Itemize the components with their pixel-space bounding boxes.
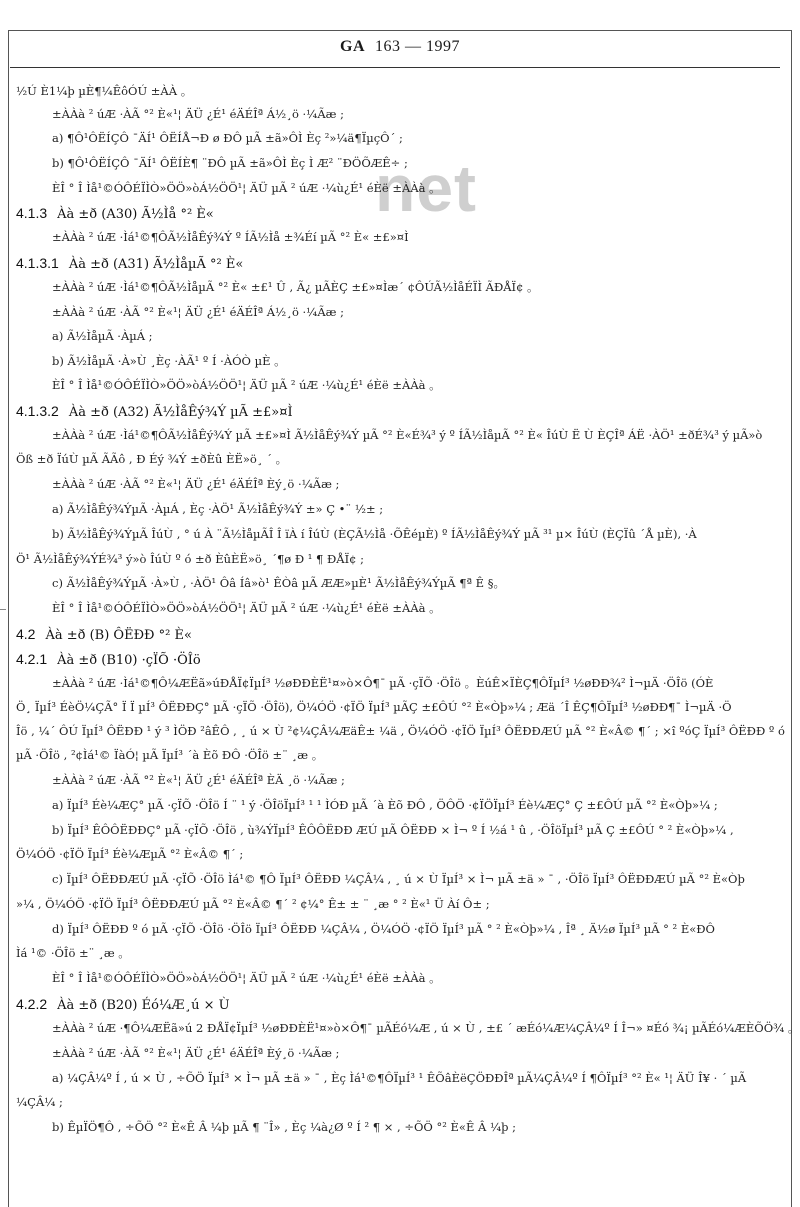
section-heading bbox=[16, 205, 214, 223]
paragraph-line: ±ÀÀà ² úÆ ·ÀÃ °² È«¹¦ ÄÜ ¿É¹ éÄÉÎª Á½¸ö ·¼Ãæ ; bbox=[52, 107, 344, 121]
section-heading bbox=[16, 651, 201, 669]
section-number: 4.1.3.2 bbox=[16, 403, 59, 419]
paragraph-line: ±ÀÀà ² úÆ ·ÀÃ °² È«¹¦ ÄÜ ¿É¹ éÄÉÎª Èý¸ö ·¼Ãæ ; bbox=[52, 1046, 340, 1060]
paragraph-line: ¼ÇÂ¼ ; bbox=[16, 1095, 63, 1109]
paragraph-line: b) ÏµÍ³ ÊÔÔËÐÐÇ° µÃ ·çÏÕ ·ÖÎö , ù¾ÝÏµÍ³ ÊÔÔËÐÐ ÆÚ µÃ ÔËÐÐ × Ì¬ º Í ½á ¹ û , ·ÖÎöÏµÍ³ µÃ Ç ±£ÔÚ ° ² È«Òþ»¼ , bbox=[52, 823, 734, 837]
standard-number: 163 — 1997 bbox=[375, 38, 460, 55]
section-heading bbox=[16, 403, 293, 421]
paragraph-line: a) ¶Ô¹ÔËÍÇÔ ¯ÄÍ¹ ÔËÍÅ¬Ð ø ÐÔ µÃ ±ã»ÔÌ Èç ²»¼ä¶ÏµçÔ´ ; bbox=[52, 131, 403, 145]
paragraph-line: Ö¼ÓÖ ·¢ÏÖ ÏµÍ³ Éè¼ÆµÃ °² È«Â© ¶´ ; bbox=[16, 847, 244, 861]
paragraph-line: a) Ã½ÌåÊý¾ÝµÃ ·ÀµÁ , Èç ·ÀÖ¹ Ã½ÌåÊý¾Ý ±» Ç •¨ ½± ; bbox=[52, 502, 384, 516]
paragraph-line: ±ÀÀà ² úÆ ·ÀÃ °² È«¹¦ ÄÜ ¿É¹ éÄÉÎª Á½¸ö ·¼Ãæ ; bbox=[52, 305, 344, 319]
paragraph-line: Ö¸ ÏµÍ³ ÉèÖ¼ÇÃ° Ï Ï µÍ³ ÔËÐÐÇ° µÃ ·çÏÕ ·ÖÎö), Ö¼ÓÖ ·¢ÏÖ ÏµÍ³ µÃÇ ±£ÔÚ °² È«Òþ»¼ ; Æä ´Î ÊÇ¶ÔÏµÍ³ ½øÐÐ¶¯ Ì¬µÄ ·Ö bbox=[16, 700, 732, 714]
paragraph-line: a) ÏµÍ³ Éè¼ÆÇ° µÃ ·çÏÕ ·ÖÎö Í ¨ ¹ ý ·ÖÎöÏµÍ³ ¹ ¹ ÌÓÐ µÃ ´à Èõ ÐÔ , ÖÔÖ ·¢ÏÖÏµÍ³ Éè¼ÆÇ° Ç ±£ÔÚ µÃ °² È«Òþ»¼ ; bbox=[52, 798, 718, 812]
section-number: 4.2.2 bbox=[16, 996, 48, 1012]
paragraph-line: d) ÏµÍ³ ÔËÐÐ º ó µÃ ·çÏÕ ·ÖÎö ·ÖÎö ÏµÍ³ ÔËÐÐ ¼ÇÂ¼ , Ö¼ÓÖ ·¢ÏÖ ÏµÍ³ µÃ ° ² È«Òþ»¼ , Îª ¸ Ä½ø ÏµÍ³ µÃ ° ² È«ÐÔ bbox=[52, 922, 715, 936]
section-title: Àà ±ð (B10) ·çÏÕ ·ÖÎö bbox=[57, 653, 201, 668]
page-frame-top bbox=[8, 30, 792, 31]
section-number: 4.1.3 bbox=[16, 205, 48, 221]
paragraph-line: Îö , ¼´ ÔÚ ÏµÍ³ ÔËÐÐ ¹ ý ³ ÌÖÐ ²âÊÔ , ¸ ú × Ù ²¢¼ÇÂ¼ÆäÊ± ¼ä , Ö¼ÓÖ ·¢ÏÖ ÏµÍ³ ÔËÐÐÆÚ µÃ °² È«Â© ¶´ ; ×î ºóÇ ÏµÍ³ ÔËÐÐ º ó bbox=[16, 724, 785, 738]
paragraph-line: b) ÊµÏÖ¶Ô , ÷ÕÖ °² È«Ê Â ¼þ µÃ ¶ ¨Î» , Èç ¼à¿Ø º Í ² ¶ × , ÷ÕÖ °² È«Ê Â ¼þ ; bbox=[52, 1120, 517, 1134]
section-title: Àà ±ð (B) ÔËÐÐ °² È« bbox=[45, 628, 192, 643]
paragraph-line: a) Ã½ÌåµÃ ·ÀµÁ ; bbox=[52, 329, 153, 343]
section-title: Àà ±ð (B20) Éó¼Æ¸ú × Ù bbox=[57, 998, 230, 1013]
paragraph-line: ÈÎ ° Î Ìå¹©ÓÔÉÏÌÒ»ÖÖ»òÁ½ÖÖ¹¦ ÄÜ µÃ ² úÆ ·¼ù¿É¹ éÈë ±ÀÀà 。 bbox=[52, 181, 441, 195]
paragraph-line: »¼ , Ö¼ÓÖ ·¢ÏÖ ÏµÍ³ ÔËÐÐÆÚ µÃ °² È«Â© ¶´ ² ¢¼° Ê± ± ¨ ¸æ ° ² È«¹ Ü Àí Ô± ; bbox=[16, 897, 490, 911]
paragraph-line: ±ÀÀà ² úÆ ·ÀÃ °² È«¹¦ ÄÜ ¿É¹ éÄÉÎª ÈÄ ¸ö ·¼Ãæ ; bbox=[52, 773, 345, 787]
paragraph-line: b) ¶Ô¹ÔËÍÇÔ ¯ÄÍ¹ ÔËÍÈ¶ ¨ÐÔ µÃ ±ã»ÔÌ Èç Ì Æ² ¨ÐÖÕÆÊ÷ ; bbox=[52, 156, 408, 170]
page-frame-left bbox=[8, 30, 9, 1207]
header-rule bbox=[10, 67, 780, 68]
section-number: 4.2.1 bbox=[16, 651, 48, 667]
section-number: 4.1.3.1 bbox=[16, 255, 59, 271]
section-number: 4.2 bbox=[16, 626, 36, 642]
section-heading bbox=[16, 996, 230, 1014]
paragraph-line: ±ÀÀà ² úÆ ·Ìá¹©¶Ô¼ÆËã»úÐÅÏ¢ÏµÍ³ ½øÐÐÈË¹¤»ò×Ô¶¯ µÃ ·çÏÕ ·ÖÎö 。ÈúÊ×ÏÈÇ¶ÔÏµÍ³ ½øÐÐ¾² Ì¬µÄ ·ÖÎö (ÓÈ bbox=[52, 676, 714, 690]
paragraph-line: c) Ã½ÌåÊý¾ÝµÃ ·À»Ù , ·ÀÖ¹ Ôâ Íâ»ò¹ ÊÒâ µÃ ÆÆ»µÈ¹ Ã½ÌåÊý¾ÝµÃ ¶ª Ê §。 bbox=[52, 576, 505, 590]
section-title: Àà ±ð (A32) Ã½ÌåÊý¾Ý µÃ ±£»¤Ì bbox=[68, 405, 293, 420]
paragraph-line: a) ¼ÇÂ¼º Í , ú × Ù , ÷ÕÖ ÏµÍ³ × Ì¬ µÃ ±ä » ¯ , Èç Ìá¹©¶ÔÏµÍ³ ¹ ÊÕâÈëÇÖÐÐÎª µÃ¼ÇÂ¼º Í ¶ÔÏµÍ³ °² È« ¹¦ ÄÜ Î¥ · ´ µÃ bbox=[52, 1071, 747, 1085]
running-header bbox=[0, 38, 800, 56]
paragraph-line: ±ÀÀà ² úÆ ·Ìá¹©¶ÔÃ½ÌåµÃ °² È« ±£¹ Û , Ã¿ µÃÈÇ ±£»¤Ìæ´ ¢ÔÚÃ½ÌåÉÏÌ ÃÐÅÏ¢ 。 bbox=[52, 280, 539, 294]
standard-prefix: GA bbox=[340, 38, 365, 55]
paragraph-line: ±ÀÀà ² úÆ ·Ìá¹©¶ÔÃ½ÌåÊý¾Ý µÃ ±£»¤Ì Ã½ÌåÊý¾Ý µÃ °² È«É¾³ ý º ÍÃ½ÌåµÃ °² È« ÎúÙ Ë Ù ÈÇÎª ÁË ·ÀÖ¹ ±ðÉ¾³ ý µÃ»ò bbox=[52, 428, 763, 442]
section-title: Àà ±ð (A30) Ã½Ìå °² È« bbox=[57, 207, 214, 222]
paragraph-line: ÈÎ ° Î Ìå¹©ÓÔÉÏÌÒ»ÖÖ»òÁ½ÖÖ¹¦ ÄÜ µÃ ² úÆ ·¼ù¿É¹ éÈë ±ÀÀà 。 bbox=[52, 601, 441, 615]
section-title: Àà ±ð (A31) Ã½ÌåµÃ °² È« bbox=[68, 257, 244, 272]
watermark: net bbox=[375, 151, 477, 225]
paragraph-line: b) Ã½ÌåµÃ ·À»Ù ¸Èç ·ÀÃ¹ º Í ·ÀÓÒ µÈ 。 bbox=[52, 354, 286, 368]
page-edge-mark bbox=[0, 609, 6, 610]
section-heading bbox=[16, 255, 243, 273]
paragraph-line: ±ÀÀà ² úÆ ·ÀÃ °² È«¹¦ ÄÜ ¿É¹ éÄÉÎª Èý¸ö ·¼Ãæ ; bbox=[52, 477, 340, 491]
paragraph-line: b) Ã½ÌåÊý¾ÝµÃ ÎúÙ , ° ú À ¨Ã½ÌåµÃÎ Î ïÀ í ÎúÙ (ÈÇÃ½Ìå ·ÕÊéµÈ) º ÍÃ½ÌåÊý¾Ý µÃ ³¹ µ× ÎúÙ (ÈÇÏû ´Å µÈ), ·À bbox=[52, 527, 697, 541]
paragraph-line: Öß ±ð ÏúÙ µÃ ÃÃô , Ð Éý ¾Ý ±ðÈû ÈË»ö¸ ´ 。 bbox=[16, 452, 288, 466]
paragraph-line: ½Ú È1¼þ µÈ¶¼ÊôÓÚ ±ÀÀ 。 bbox=[16, 84, 193, 98]
paragraph-line: Ö¹ Ã½ÌåÊý¾ÝÉ¾³ ý»ò ÎúÙ º ó ±ð ÈûÈË»ö¸ ´¶ø Ð ¹ ¶ ÐÅÏ¢ ; bbox=[16, 552, 364, 566]
paragraph-line: ±ÀÀà ² úÆ ·¶Ô¼ÆËã»ú 2 ÐÅÏ¢ÏµÍ³ ½øÐÐÈË¹¤»ò×Ô¶¯ µÃÉó¼Æ , ú × Ù , ±£ ´ æÉó¼Æ¼ÇÂ¼º Í Î¬» ¤Éó ¾¡ µÃÉó¼ÆÈÕÖ¾ 。 bbox=[52, 1021, 800, 1035]
paragraph-line: µÃ ·ÖÎö , ²¢Ìá¹© ÏàÓ¦ µÃ ÏµÍ³ ´à Èõ ÐÔ ·ÖÎö ±¨ ¸æ 。 bbox=[16, 748, 324, 762]
paragraph-line: Ìá ¹© ·ÖÎö ±¨ ¸æ 。 bbox=[16, 946, 130, 960]
paragraph-line: ±ÀÀà ² úÆ ·Ìá¹©¶ÔÃ½ÌåÊý¾Ý º ÍÃ½Ìå ±¾Éí µÃ °² È« ±£»¤Ì bbox=[52, 230, 409, 244]
paragraph-line: ÈÎ ° Î Ìå¹©ÓÔÉÏÌÒ»ÖÖ»òÁ½ÖÖ¹¦ ÄÜ µÃ ² úÆ ·¼ù¿É¹ éÈë ±ÀÀà 。 bbox=[52, 378, 441, 392]
paragraph-line: c) ÏµÍ³ ÔËÐÐÆÚ µÃ ·çÏÕ ·ÖÎö Ìá¹© ¶Ô ÏµÍ³ ÔËÐÐ ¼ÇÂ¼ , ¸ ú × Ù ÏµÍ³ × Ì¬ µÃ ±ä » ¯ , ·ÖÎö ÏµÍ³ ÔËÐÐÆÚ µÃ °² È«Òþ bbox=[52, 872, 745, 886]
section-heading bbox=[16, 626, 192, 644]
paragraph-line: ÈÎ ° Î Ìå¹©ÓÔÉÏÌÒ»ÖÖ»òÁ½ÖÖ¹¦ ÄÜ µÃ ² úÆ ·¼ù¿É¹ éÈë ±ÀÀà 。 bbox=[52, 971, 441, 985]
